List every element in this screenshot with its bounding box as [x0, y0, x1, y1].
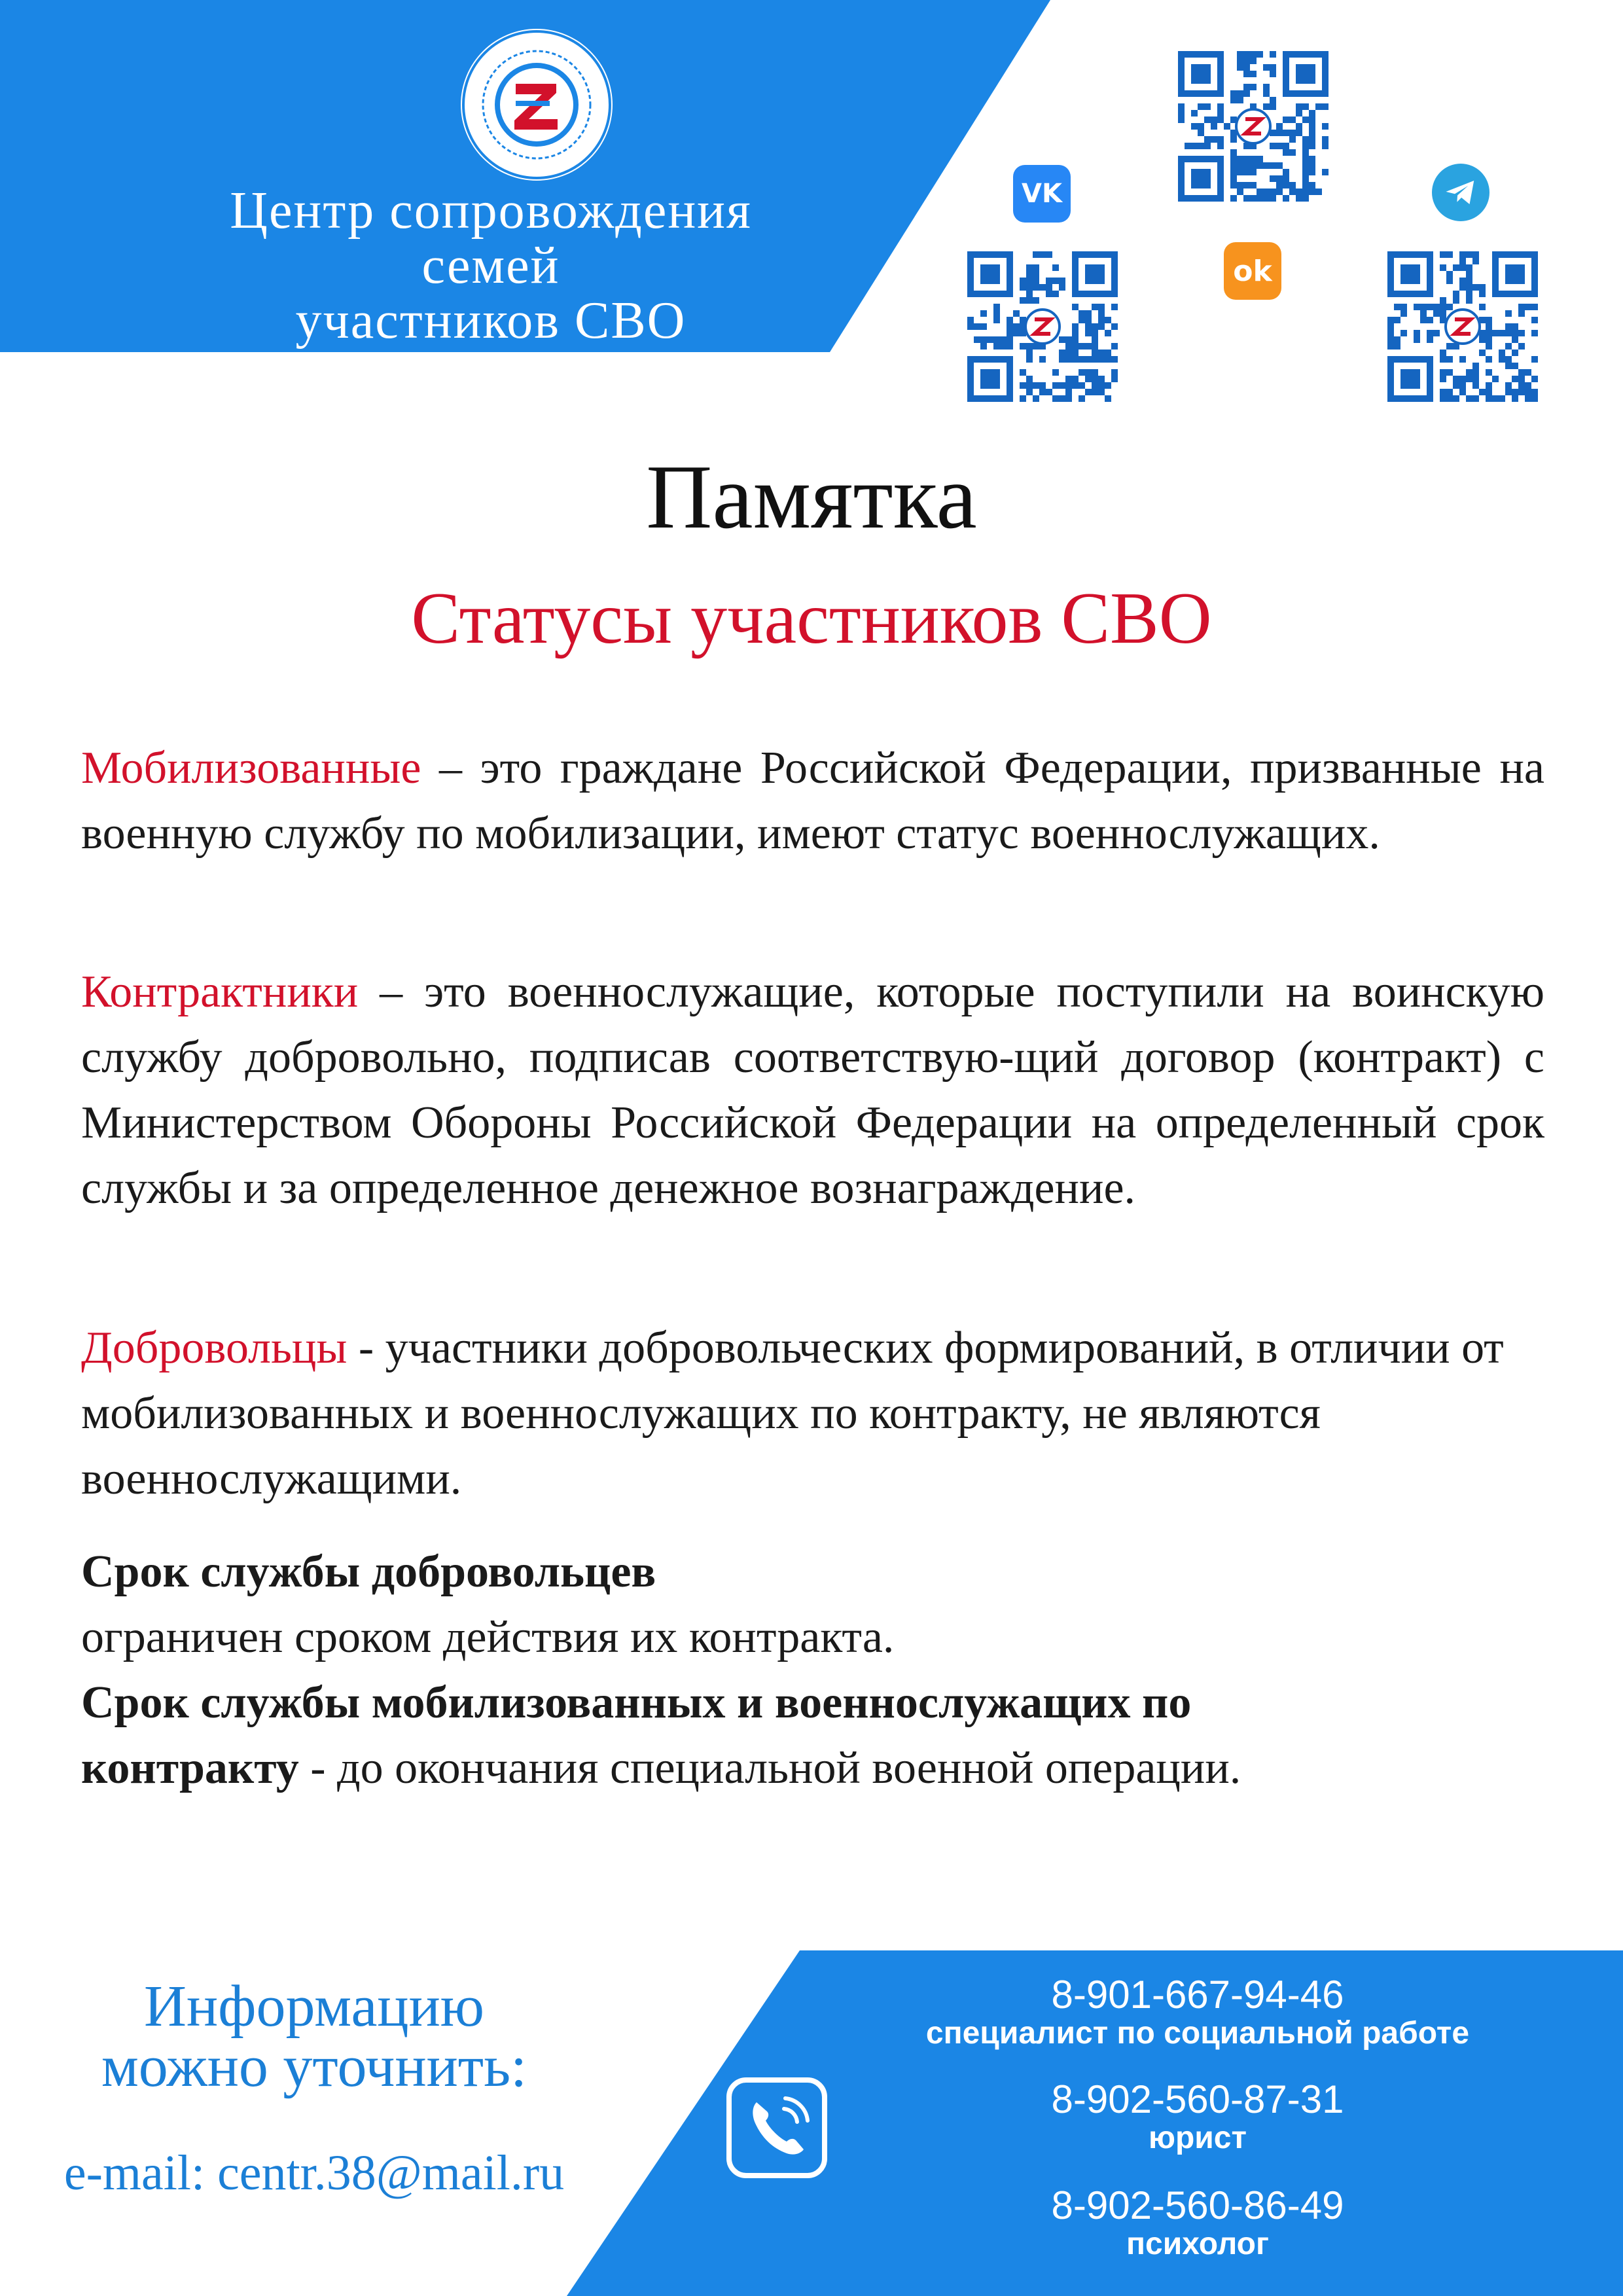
contact-lawyer — [870, 2079, 1525, 2156]
paragraph-mobilized — [81, 736, 1544, 867]
qr-code[interactable] — [1387, 251, 1538, 402]
qr-code[interactable] — [1178, 51, 1329, 202]
phone-number[interactable]: 8-902-560-86-49 — [1051, 2183, 1344, 2227]
phone-number[interactable]: 8-902-560-87-31 — [1051, 2077, 1344, 2121]
info-heading: Информацию можно уточнить: — [101, 1974, 527, 2099]
definition-volunteers: - участники добровольческих формирований, в отличии от мобилизованных и военнослужащих по контракту, не являются военнослужащими. — [81, 1323, 1504, 1504]
paragraph-term-mobilized — [81, 1670, 1390, 1801]
ok-icon[interactable]: ok — [1224, 242, 1281, 300]
term-contract: Контрактники — [81, 967, 359, 1017]
heading-term-mobilized: Срок службы мобилизованных и военнослужащих по контракту — [81, 1677, 1192, 1793]
telegram-icon[interactable] — [1432, 164, 1489, 221]
contact-role: юрист — [1148, 2121, 1247, 2155]
paragraph-term-volunteers — [81, 1539, 1544, 1670]
vk-icon[interactable]: VK — [1013, 165, 1071, 223]
term-mobilized: Мобилизованные — [81, 743, 421, 793]
email-link[interactable]: e-mail: centr.38@mail.ru — [63, 2145, 565, 2200]
contact-social-worker — [870, 1974, 1525, 2051]
organization-title: Центр сопровождения семей участников СВО — [230, 182, 752, 350]
z-emblem-icon — [458, 26, 615, 183]
term-volunteers: Добровольцы — [81, 1323, 348, 1373]
page-subtitle: Статусы участников СВО — [411, 578, 1212, 659]
text-term-mobilized: - до окончания специальной военной операции. — [298, 1743, 1241, 1793]
heading-term-volunteers: Срок службы добровольцев — [81, 1547, 656, 1597]
text-term-volunteers: ограничен сроком действия их контракта. — [81, 1612, 895, 1662]
page-title: Памятка — [646, 446, 977, 548]
contact-role: психолог — [1126, 2227, 1269, 2261]
paragraph-contract — [81, 960, 1544, 1221]
definition-mobilized: – это граждане Российской Федерации, призванные на военную службу по мобилизации, имеют статус военнослужащих. — [81, 743, 1544, 859]
definition-contract: – это военнослужащие, которые поступили на воинскую службу добровольно, подписав соответствую-щий договор (контракт) с Министерством Обороны Российской Федерации на определенный срок службы и за определенное денежное вознаграждение. — [81, 967, 1544, 1213]
phone-icon — [726, 2077, 827, 2178]
contact-psychologist — [870, 2185, 1525, 2262]
paragraph-volunteers — [81, 1316, 1544, 1512]
phone-number[interactable]: 8-901-667-94-46 — [1051, 1973, 1344, 2017]
qr-code[interactable] — [967, 251, 1118, 402]
contact-role: специалист по социальной работе — [925, 2016, 1470, 2051]
